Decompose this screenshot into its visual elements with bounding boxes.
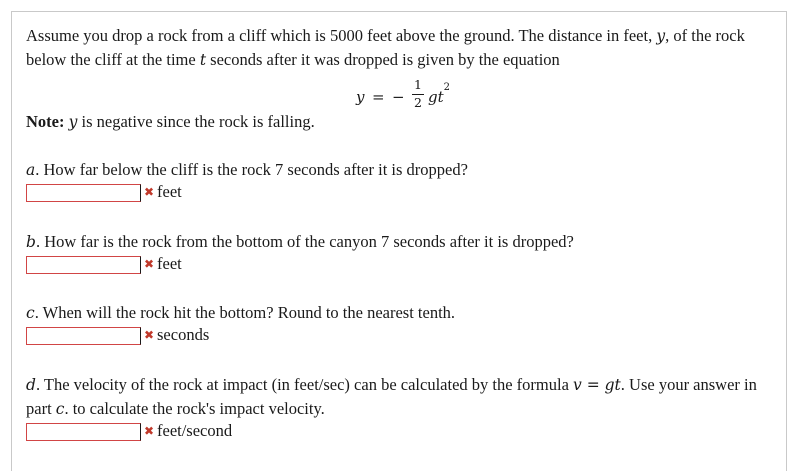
note-line bbox=[26, 110, 315, 134]
incorrect-x-icon: ✖ bbox=[144, 328, 155, 342]
part-letter: d bbox=[26, 376, 36, 394]
incorrect-x-icon: ✖ bbox=[144, 257, 155, 271]
unit-label: feet bbox=[157, 254, 182, 273]
intro-line-2 bbox=[26, 48, 560, 72]
fraction-numerator: 1 bbox=[414, 77, 422, 92]
equation-minus: − bbox=[392, 88, 405, 106]
question-text: . The velocity of the rock at impact (in feet/sec) can be calculated by the formula bbox=[35, 375, 574, 394]
question-text: . How far below the cliff is the rock 7 seconds after it is dropped? bbox=[35, 160, 468, 179]
intro-text: seconds after it was dropped is given by the equation bbox=[206, 50, 560, 69]
variable-t: t bbox=[199, 51, 207, 69]
part-letter: b bbox=[26, 233, 36, 251]
fraction-denominator: 2 bbox=[414, 95, 422, 110]
equation-rhs-text: gt bbox=[428, 88, 444, 106]
equation-exponent: 2 bbox=[443, 82, 451, 93]
variable-y: y bbox=[68, 113, 78, 131]
intro-text: Assume you drop a rock from a cliff which is 5000 feet above the ground. The distance in feet, bbox=[26, 26, 657, 45]
equation-lhs: y bbox=[356, 88, 365, 106]
question-text: . How far is the rock from the bottom of the canyon 7 seconds after it is dropped? bbox=[35, 232, 574, 251]
intro-line-1 bbox=[26, 24, 745, 48]
question-a bbox=[26, 158, 468, 182]
question-text: . Use your answer in bbox=[620, 375, 757, 394]
intro-text: below the cliff at the time bbox=[26, 50, 200, 69]
question-d-line-2 bbox=[26, 397, 325, 421]
velocity-formula: v = gt bbox=[573, 376, 621, 394]
answer-input-d[interactable] bbox=[26, 423, 141, 441]
answer-input-b[interactable] bbox=[26, 256, 141, 274]
note-label: Note: bbox=[26, 112, 65, 131]
equation-equals: = bbox=[372, 88, 385, 106]
equation-rhs bbox=[428, 82, 451, 106]
part-letter: c bbox=[55, 400, 65, 418]
variable-y: y bbox=[656, 27, 666, 45]
unit-label: seconds bbox=[157, 325, 210, 344]
incorrect-x-icon: ✖ bbox=[144, 424, 155, 438]
question-c bbox=[26, 301, 455, 325]
incorrect-x-icon: ✖ bbox=[144, 185, 155, 199]
unit-label: feet/second bbox=[157, 421, 233, 440]
question-text: . to calculate the rock's impact velocity. bbox=[64, 399, 325, 418]
part-letter: a bbox=[26, 161, 36, 179]
equation-fraction bbox=[412, 78, 424, 110]
part-letter: c bbox=[26, 304, 35, 322]
note-text: is negative since the rock is falling. bbox=[77, 112, 315, 131]
answer-input-c[interactable] bbox=[26, 327, 141, 345]
question-text: . When will the rock hit the bottom? Round to the nearest tenth. bbox=[34, 303, 456, 322]
intro-text: , of the rock bbox=[665, 26, 745, 45]
question-d bbox=[26, 373, 757, 397]
question-text: part bbox=[26, 399, 56, 418]
unit-label: feet bbox=[157, 182, 182, 201]
question-b bbox=[26, 230, 574, 254]
answer-input-a[interactable] bbox=[26, 184, 141, 202]
